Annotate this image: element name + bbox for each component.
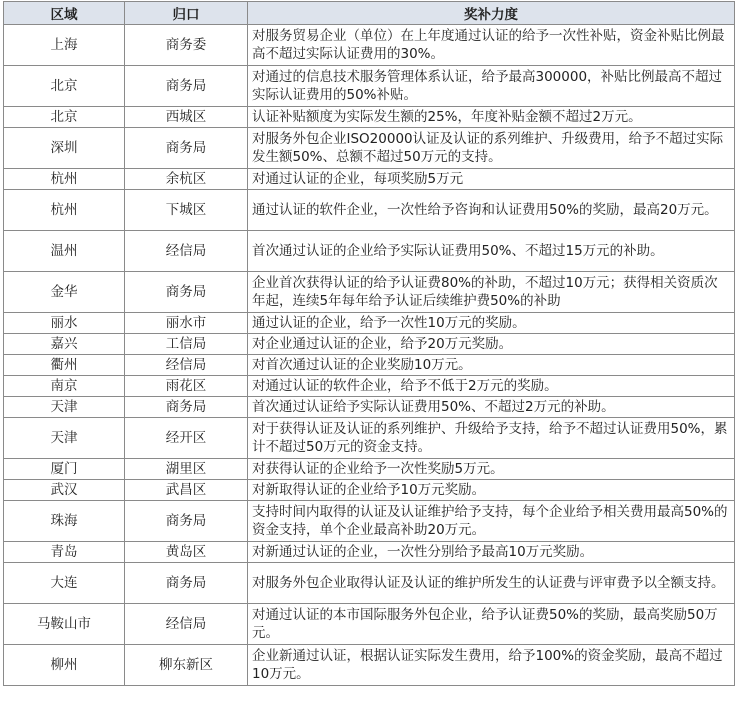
cell-subsidy: 对新取得认证的企业给予10万元奖励。 (248, 480, 735, 501)
cell-region: 深圳 (4, 128, 125, 169)
cell-department: 武昌区 (125, 480, 248, 501)
table-row (4, 542, 735, 563)
cell-region: 温州 (4, 231, 125, 272)
cell-region: 天津 (4, 418, 125, 459)
table-row (4, 272, 735, 313)
cell-department: 湖里区 (125, 459, 248, 480)
cell-region: 柳州 (4, 645, 125, 686)
table-row (4, 459, 735, 480)
table-row (4, 604, 735, 645)
cell-department: 工信局 (125, 334, 248, 355)
cell-subsidy: 对服务贸易企业（单位）在上年度通过认证的给予一次性补贴，资金补贴比例最高不超过实际认证费用的30%。 (248, 25, 735, 66)
cell-department: 经信局 (125, 231, 248, 272)
cell-region: 马鞍山市 (4, 604, 125, 645)
table-row (4, 169, 735, 190)
table-row (4, 376, 735, 397)
cell-department: 商务局 (125, 128, 248, 169)
cell-subsidy: 对通过认证的企业，每项奖励5万元 (248, 169, 735, 190)
table-row (4, 25, 735, 66)
cell-subsidy: 对首次通过认证的企业奖励10万元。 (248, 355, 735, 376)
table-row (4, 107, 735, 128)
cell-department: 黄岛区 (125, 542, 248, 563)
cell-subsidy: 对于获得认证及认证的系列维护、升级给予支持，给予不超过认证费用50%，累计不超过50万元的资金支持。 (248, 418, 735, 459)
table-row (4, 480, 735, 501)
cell-region: 金华 (4, 272, 125, 313)
table-row (4, 313, 735, 334)
cell-department: 余杭区 (125, 169, 248, 190)
cell-region: 天津 (4, 397, 125, 418)
cell-department: 商务局 (125, 66, 248, 107)
cell-region: 杭州 (4, 169, 125, 190)
header-row (4, 2, 735, 25)
cell-subsidy: 对服务外包企业取得认证及认证的维护所发生的认证费与评审费予以全额支持。 (248, 563, 735, 604)
cell-subsidy: 通过认证的企业，给予一次性10万元的奖励。 (248, 313, 735, 334)
cell-region: 大连 (4, 563, 125, 604)
cell-subsidy: 对通过的信息技术服务管理体系认证，给予最高300000，补贴比例最高不超过实际认证费用的50%补贴。 (248, 66, 735, 107)
cell-region: 珠海 (4, 501, 125, 542)
cell-department: 雨花区 (125, 376, 248, 397)
cell-subsidy: 通过认证的软件企业，一次性给予咨询和认证费用50%的奖励，最高20万元。 (248, 190, 735, 231)
cell-region: 青岛 (4, 542, 125, 563)
table-row (4, 190, 735, 231)
header-subsidy: 奖补力度 (248, 2, 735, 25)
cell-department: 商务委 (125, 25, 248, 66)
cell-subsidy: 认证补贴额度为实际发生额的25%，年度补贴金额不超过2万元。 (248, 107, 735, 128)
cell-subsidy: 对通过认证的软件企业，给予不低于2万元的奖励。 (248, 376, 735, 397)
cell-subsidy: 首次通过认证给予实际认证费用50%、不超过2万元的补助。 (248, 397, 735, 418)
cell-subsidy: 对服务外包企业ISO20000认证及认证的系列维护、升级费用，给予不超过实际发生额50%、总额不超过50万元的支持。 (248, 128, 735, 169)
cell-region: 上海 (4, 25, 125, 66)
cell-region: 厦门 (4, 459, 125, 480)
cell-department: 经开区 (125, 418, 248, 459)
cell-department: 西城区 (125, 107, 248, 128)
cell-department: 经信局 (125, 604, 248, 645)
cell-region: 北京 (4, 107, 125, 128)
table-row (4, 128, 735, 169)
cell-region: 衢州 (4, 355, 125, 376)
cell-department: 商务局 (125, 563, 248, 604)
table-row (4, 397, 735, 418)
header-region: 区域 (4, 2, 125, 25)
cell-region: 南京 (4, 376, 125, 397)
table-row (4, 501, 735, 542)
cell-subsidy: 企业首次获得认证的给予认证费80%的补助，不超过10万元；获得相关资质次年起，连续5年每年给予认证后续维护费50%的补助 (248, 272, 735, 313)
cell-region: 杭州 (4, 190, 125, 231)
cell-department: 商务局 (125, 501, 248, 542)
table-row (4, 334, 735, 355)
cell-department: 经信局 (125, 355, 248, 376)
table-row (4, 231, 735, 272)
subsidy-table (3, 1, 735, 686)
header-department: 归口 (125, 2, 248, 25)
cell-subsidy: 首次通过认证的企业给予实际认证费用50%、不超过15万元的补助。 (248, 231, 735, 272)
cell-region: 北京 (4, 66, 125, 107)
cell-department: 下城区 (125, 190, 248, 231)
table-row (4, 563, 735, 604)
table-row (4, 355, 735, 376)
table-row (4, 66, 735, 107)
cell-subsidy: 对获得认证的企业给予一次性奖励5万元。 (248, 459, 735, 480)
table-row (4, 418, 735, 459)
cell-subsidy: 对通过认证的本市国际服务外包企业，给予认证费50%的奖励，最高奖励50万元。 (248, 604, 735, 645)
cell-subsidy: 对企业通过认证的企业，给予20万元奖励。 (248, 334, 735, 355)
cell-department: 柳东新区 (125, 645, 248, 686)
cell-subsidy: 企业新通过认证，根据认证实际发生费用，给予100%的资金奖励，最高不超过10万元。 (248, 645, 735, 686)
table-row (4, 645, 735, 686)
cell-region: 嘉兴 (4, 334, 125, 355)
cell-region: 丽水 (4, 313, 125, 334)
cell-department: 丽水市 (125, 313, 248, 334)
cell-subsidy: 支持时间内取得的认证及认证维护给予支持，每个企业给予相关费用最高50%的资金支持，单个企业最高补助20万元。 (248, 501, 735, 542)
cell-department: 商务局 (125, 272, 248, 313)
cell-subsidy: 对新通过认证的企业，一次性分别给予最高10万元奖励。 (248, 542, 735, 563)
cell-department: 商务局 (125, 397, 248, 418)
cell-region: 武汉 (4, 480, 125, 501)
